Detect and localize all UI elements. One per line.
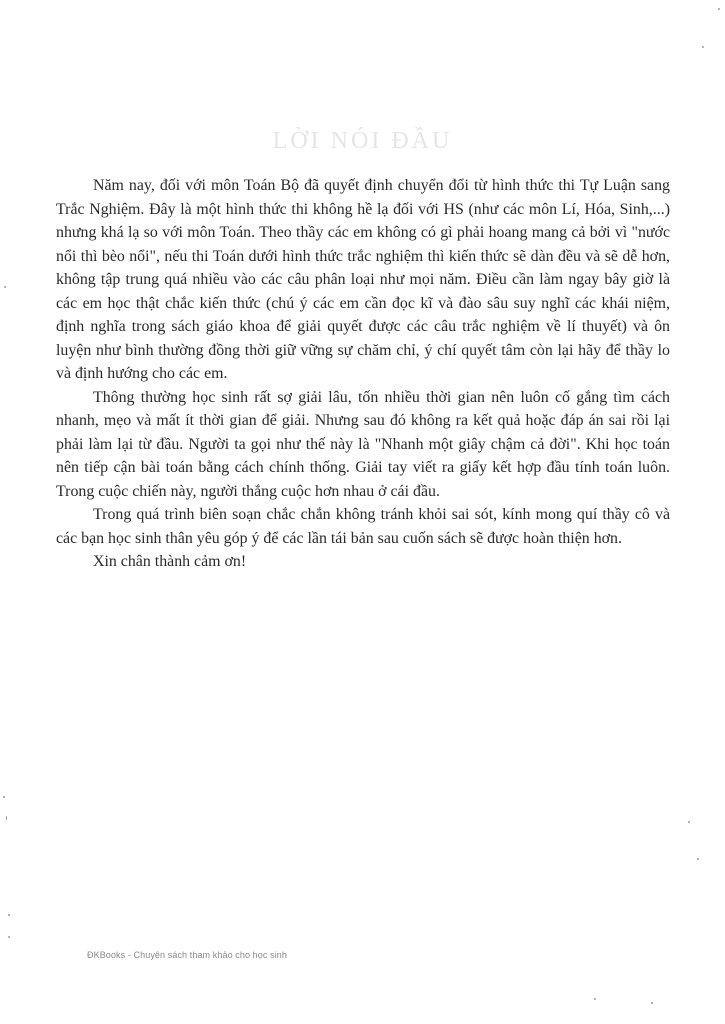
scan-speck xyxy=(718,8,720,10)
scan-speck xyxy=(688,821,690,823)
paragraph-1: Năm nay, đối với môn Toán Bộ đã quyết định chuyển đổi từ hình thức thi Tự Luận sang Trắc Nghiệm. Đây là một hình thức thi không hề lạ đối với HS (như các môn Lí, Hóa, Sinh,...) nhưng khá lạ so với môn Toán. Theo thầy các em không có gì phải hoang mang cả bởi vì "nước nổi thì bèo nổi", nếu thi Toán dưới hình thức trắc nghiệm thì kiến thức sẽ dàn đều và sẽ dễ hơn, không tập trung quá nhiều vào các câu phân loại như mọi năm. Điều cần làm ngay bây giờ là các em học thật chắc kiến thức (chú ý các em cần đọc kĩ và đào sâu suy nghĩ các khái niệm, định nghĩa trong sách giáo khoa để giải quyết được các câu trắc nghiệm về lí thuyết) và ôn luyện như bình thường đồng thời giữ vững sự chăm chỉ, ý chí quyết tâm còn lại hãy để thầy lo và định hướng cho các em. xyxy=(56,177,670,382)
page-title: LỜI NÓI ĐẦU xyxy=(272,128,453,154)
body-text xyxy=(56,174,670,574)
scan-speck xyxy=(4,286,6,288)
paragraph-3: Trong quá trình biên soạn chắc chắn không tránh khỏi sai sót, kính mong quí thầy cô và các bạn học sinh thân yêu góp ý để các lần tái bản sau cuốn sách sẽ được hoàn thiện hơn. xyxy=(56,506,670,547)
scan-speck xyxy=(651,1002,653,1004)
scan-speck xyxy=(8,936,10,938)
paragraph-2: Thông thường học sinh rất sợ giải lâu, tốn nhiều thời gian nên luôn cố gắng tìm cách nhanh, mẹo và mất ít thời gian để giải. Nhưng sau đó không ra kết quả hoặc đáp án sai rồi lại phải làm lại từ đầu. Người ta gọi như thế này là "Nhanh một giây chậm cả đời". Khi học toán nên tiếp cận bài toán bằng cách chính thống. Giải tay viết ra giấy kết hợp đầu tính toán luôn. Trong cuộc chiến này, người thắng cuộc hơn nhau ở cái đầu. xyxy=(56,388,670,500)
scan-speck xyxy=(6,816,7,820)
scan-speck xyxy=(702,46,704,48)
page-footer: ĐKBooks - Chuyên sách tham khảo cho học sinh xyxy=(87,950,288,960)
scan-speck xyxy=(594,998,596,1000)
scan-speck xyxy=(8,914,10,916)
paragraph-4: Xin chân thành cảm ơn! xyxy=(93,553,247,570)
scan-speck xyxy=(697,858,699,860)
scan-speck xyxy=(3,796,5,798)
